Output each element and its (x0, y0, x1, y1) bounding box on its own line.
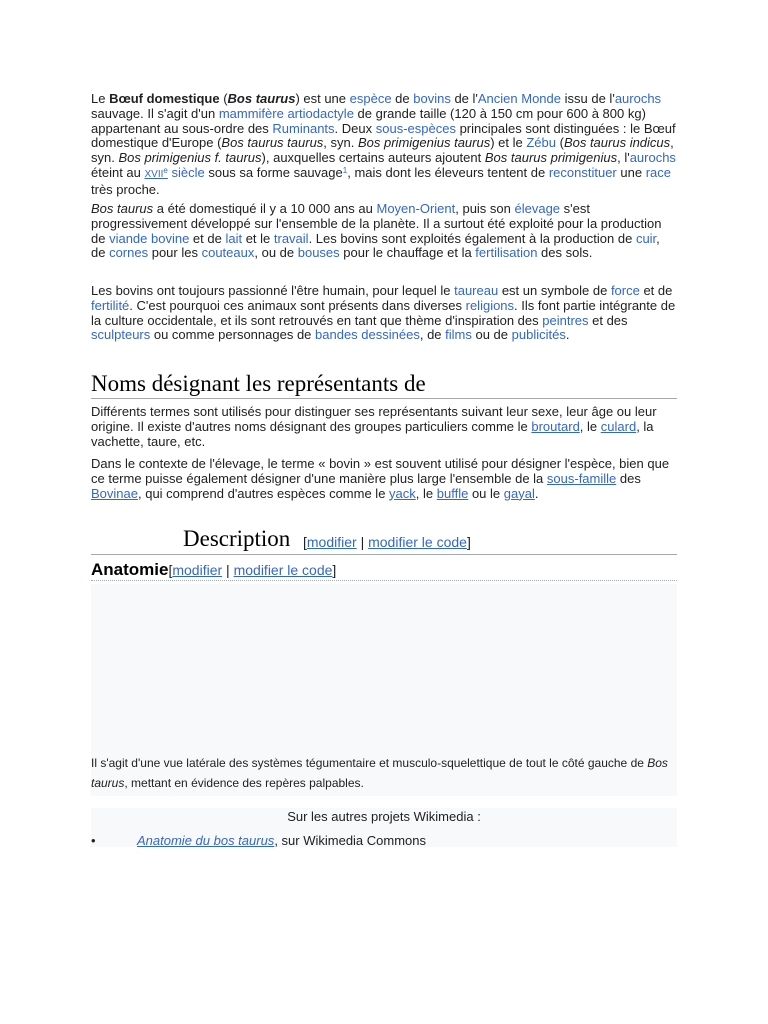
link-bovins[interactable]: bovins (413, 91, 451, 106)
text: et des (588, 312, 628, 328)
text: , de (91, 230, 660, 261)
text: . (565, 327, 570, 343)
link-force[interactable]: force (610, 283, 640, 298)
link-lait[interactable]: lait (225, 230, 243, 246)
text: très proche. (91, 181, 160, 197)
link-fertilite[interactable]: fertilité (91, 297, 130, 313)
link-films[interactable]: films (445, 327, 472, 343)
text: ) et le (490, 135, 527, 151)
link-elevage[interactable]: élevage (514, 201, 561, 216)
text: ( (555, 135, 564, 151)
edit-section-links (303, 534, 471, 550)
link-aurochs[interactable]: aurochs (614, 91, 662, 106)
text: ou comme personnages de (150, 327, 316, 343)
text: s'est progressivement développé sur l'ensemble de la planète. Il a surtout été exploité pour la production de (91, 201, 662, 246)
intro-paragraph (91, 92, 677, 198)
text: , qui comprend d'autres espèces comme le (137, 485, 390, 501)
text: de l' (450, 91, 478, 106)
bullet-icon: • (91, 833, 96, 848)
scientific-name: Bos taurus primigenius (484, 150, 618, 166)
text: éteint au (91, 164, 145, 180)
text: , syn. (91, 135, 674, 166)
text: . Les bovins sont exploités également à la production de (308, 230, 636, 246)
text: , le (415, 485, 437, 501)
text: . C'est pourquoi ces animaux sont présents dans diverses (129, 297, 466, 313)
text: issu de l' (561, 91, 615, 106)
text: est un symbole de (498, 283, 611, 298)
domestication-paragraph (91, 202, 677, 261)
text: a été domestiqué il y a 10 000 ans au (153, 201, 377, 216)
culture-paragraph (91, 284, 677, 343)
link-taureau[interactable]: taureau (454, 283, 499, 298)
link-yack[interactable]: yack (389, 485, 416, 501)
link-buffle[interactable]: buffle (436, 485, 469, 501)
text: , l' (617, 150, 630, 166)
link-moyen-orient[interactable]: Moyen-Orient (376, 201, 456, 216)
text: ou de (471, 327, 512, 343)
link-ancien-monde[interactable]: Ancien Monde (477, 91, 562, 106)
text: , puis son (455, 201, 515, 216)
text: une (616, 164, 646, 180)
text: ) est une (295, 91, 350, 106)
link-race[interactable]: race (645, 164, 671, 180)
scientific-name: Bos taurus taurus (221, 135, 324, 151)
text: de (391, 91, 414, 106)
text: , le (579, 418, 601, 434)
link-bouses[interactable]: bouses (297, 245, 340, 261)
text: Les bovins ont toujours passionné l'être humain, pour lequel le (91, 283, 455, 298)
edit-code-link[interactable]: modifier le code (368, 534, 467, 550)
text: des sols. (537, 245, 593, 261)
text: . (534, 485, 539, 501)
scientific-name: Bos taurus (227, 91, 296, 106)
scientific-name: Bos primigenius taurus (357, 135, 491, 151)
footnote-ref[interactable]: 1 (342, 165, 348, 175)
text: ou le (468, 485, 504, 501)
text: , sur Wikimedia Commons (274, 833, 427, 848)
link-religions[interactable]: religions (465, 297, 515, 313)
heading-description (91, 524, 677, 555)
anatomy-figure (91, 584, 677, 796)
link-commons-anatomy[interactable]: Anatomie du bos taurus (137, 833, 275, 848)
text: . Ils font partie intégrante de la culture occidentale, et ils sont retrouvés en tant que thème d'inspiration des (91, 297, 676, 328)
edit-code-link[interactable]: modifier le code (233, 562, 333, 578)
scientific-name: Bos taurus indicus (563, 135, 671, 151)
sister-projects-title: Sur les autres projets Wikimedia : (287, 809, 481, 824)
bracket: [ (303, 534, 307, 550)
heading-anatomie-title: Anatomie (91, 560, 169, 579)
link-broutard[interactable]: broutard (531, 418, 580, 434)
edit-link[interactable]: modifier (306, 534, 357, 550)
scientific-name: Bos taurus (91, 756, 668, 790)
text: pour les (148, 245, 202, 261)
text: , mais dont les éleveurs tentent de (347, 164, 549, 180)
link-publicites[interactable]: publicités (511, 327, 566, 343)
edit-link[interactable]: modifier (172, 562, 223, 578)
text: , syn. (323, 135, 358, 151)
link-reconstituer[interactable]: reconstituer (548, 164, 617, 180)
separator: | (222, 562, 234, 578)
bracket: ] (332, 562, 337, 578)
bovin-term-paragraph (91, 457, 677, 501)
text: ), auxquelles certains auteurs ajoutent (261, 150, 485, 166)
names-paragraph (91, 405, 677, 449)
heading-description-title: Description (183, 526, 291, 551)
scientific-name: Bos taurus (91, 201, 154, 216)
link-peintres[interactable]: peintres (542, 312, 589, 328)
link-siecle[interactable]: siècle (171, 164, 205, 180)
edit-section-links (168, 562, 336, 578)
bracket: ] (466, 534, 471, 550)
link-sous-famille[interactable]: sous-famille (546, 470, 617, 486)
text: Différents termes sont utilisés pour distinguer ses représentants suivant leur sexe, leur âge ou leur origine. Il existe d'autres noms désignant des groupes particuliers comme le (91, 404, 657, 434)
text: Dans le contexte de l'élevage, le terme « bovin » est souvent utilisé pour désigner l'espèce, bien que ce terme puisse également désigner d'une manière plus large l'ensemble de la (91, 456, 670, 486)
text: pour le chauffage et la (339, 245, 476, 261)
link-cornes[interactable]: cornes (109, 245, 149, 261)
link-ruminants[interactable]: Ruminants (272, 120, 335, 136)
link-century[interactable] (145, 165, 168, 180)
link-aurochs-2[interactable]: aurochs (629, 150, 676, 166)
heading-anatomie (91, 558, 677, 581)
text: et le (242, 230, 274, 246)
text: , mettant en évidence des repères palpables. (124, 775, 364, 790)
article-subject: Bœuf domestique (109, 91, 220, 106)
link-culard[interactable]: culard (600, 418, 637, 434)
sister-project-item (137, 833, 426, 848)
link-gayal[interactable]: gayal (503, 485, 535, 501)
link-fertilisation[interactable]: fertilisation (475, 245, 538, 261)
text: Le (91, 91, 110, 106)
figure-caption (91, 754, 671, 793)
separator: | (356, 534, 369, 550)
bracket: [ (168, 562, 173, 578)
link-travail[interactable]: travail (273, 230, 309, 246)
text: sauvage. Il s'agit d'un (91, 105, 219, 121)
link-sous-especes[interactable]: sous-espèces (375, 120, 456, 136)
text: Il s'agit d'une vue latérale des systèmes tégumentaire et musculo-squelettique de tout le côté gauche de (91, 756, 648, 770)
link-espece[interactable]: espèce (349, 91, 392, 106)
link-mammifere-artiodactyle[interactable]: mammifère artiodactyle (218, 105, 354, 121)
link-sculpteurs[interactable]: sculpteurs (91, 327, 151, 343)
text: sous sa forme sauvage (204, 164, 343, 180)
link-cuir[interactable]: cuir (635, 230, 657, 246)
text: . Deux (334, 120, 376, 136)
sister-projects-box (91, 808, 677, 847)
heading-noms: Noms désignant les représentants de (91, 370, 677, 399)
scientific-name: Bos primigenius f. taurus (118, 150, 262, 166)
link-zebu[interactable]: Zébu (526, 135, 556, 151)
text: ( (219, 91, 228, 106)
text: et de (639, 283, 673, 298)
text: de grande taille (120 à 150 cm pour 600 à 800 kg) appartenant au sous-ordre des (91, 105, 646, 136)
text: principales sont distinguées : le Bœuf domestique d'Europe ( (91, 120, 676, 151)
text: , de (419, 327, 446, 343)
link-bovinae[interactable]: Bovinae (91, 485, 138, 501)
link-viande-bovine[interactable]: viande bovine (109, 230, 190, 246)
roman-numeral: XVII (144, 168, 164, 180)
link-couteaux[interactable]: couteaux (201, 245, 255, 261)
text: et de (189, 230, 226, 246)
link-bandes-dessinees[interactable]: bandes dessinées (315, 327, 420, 343)
text: , la vachette, taure, etc. (91, 418, 654, 449)
text: , ou de (254, 245, 298, 261)
text: des (616, 470, 641, 486)
superscript: e (163, 165, 168, 175)
